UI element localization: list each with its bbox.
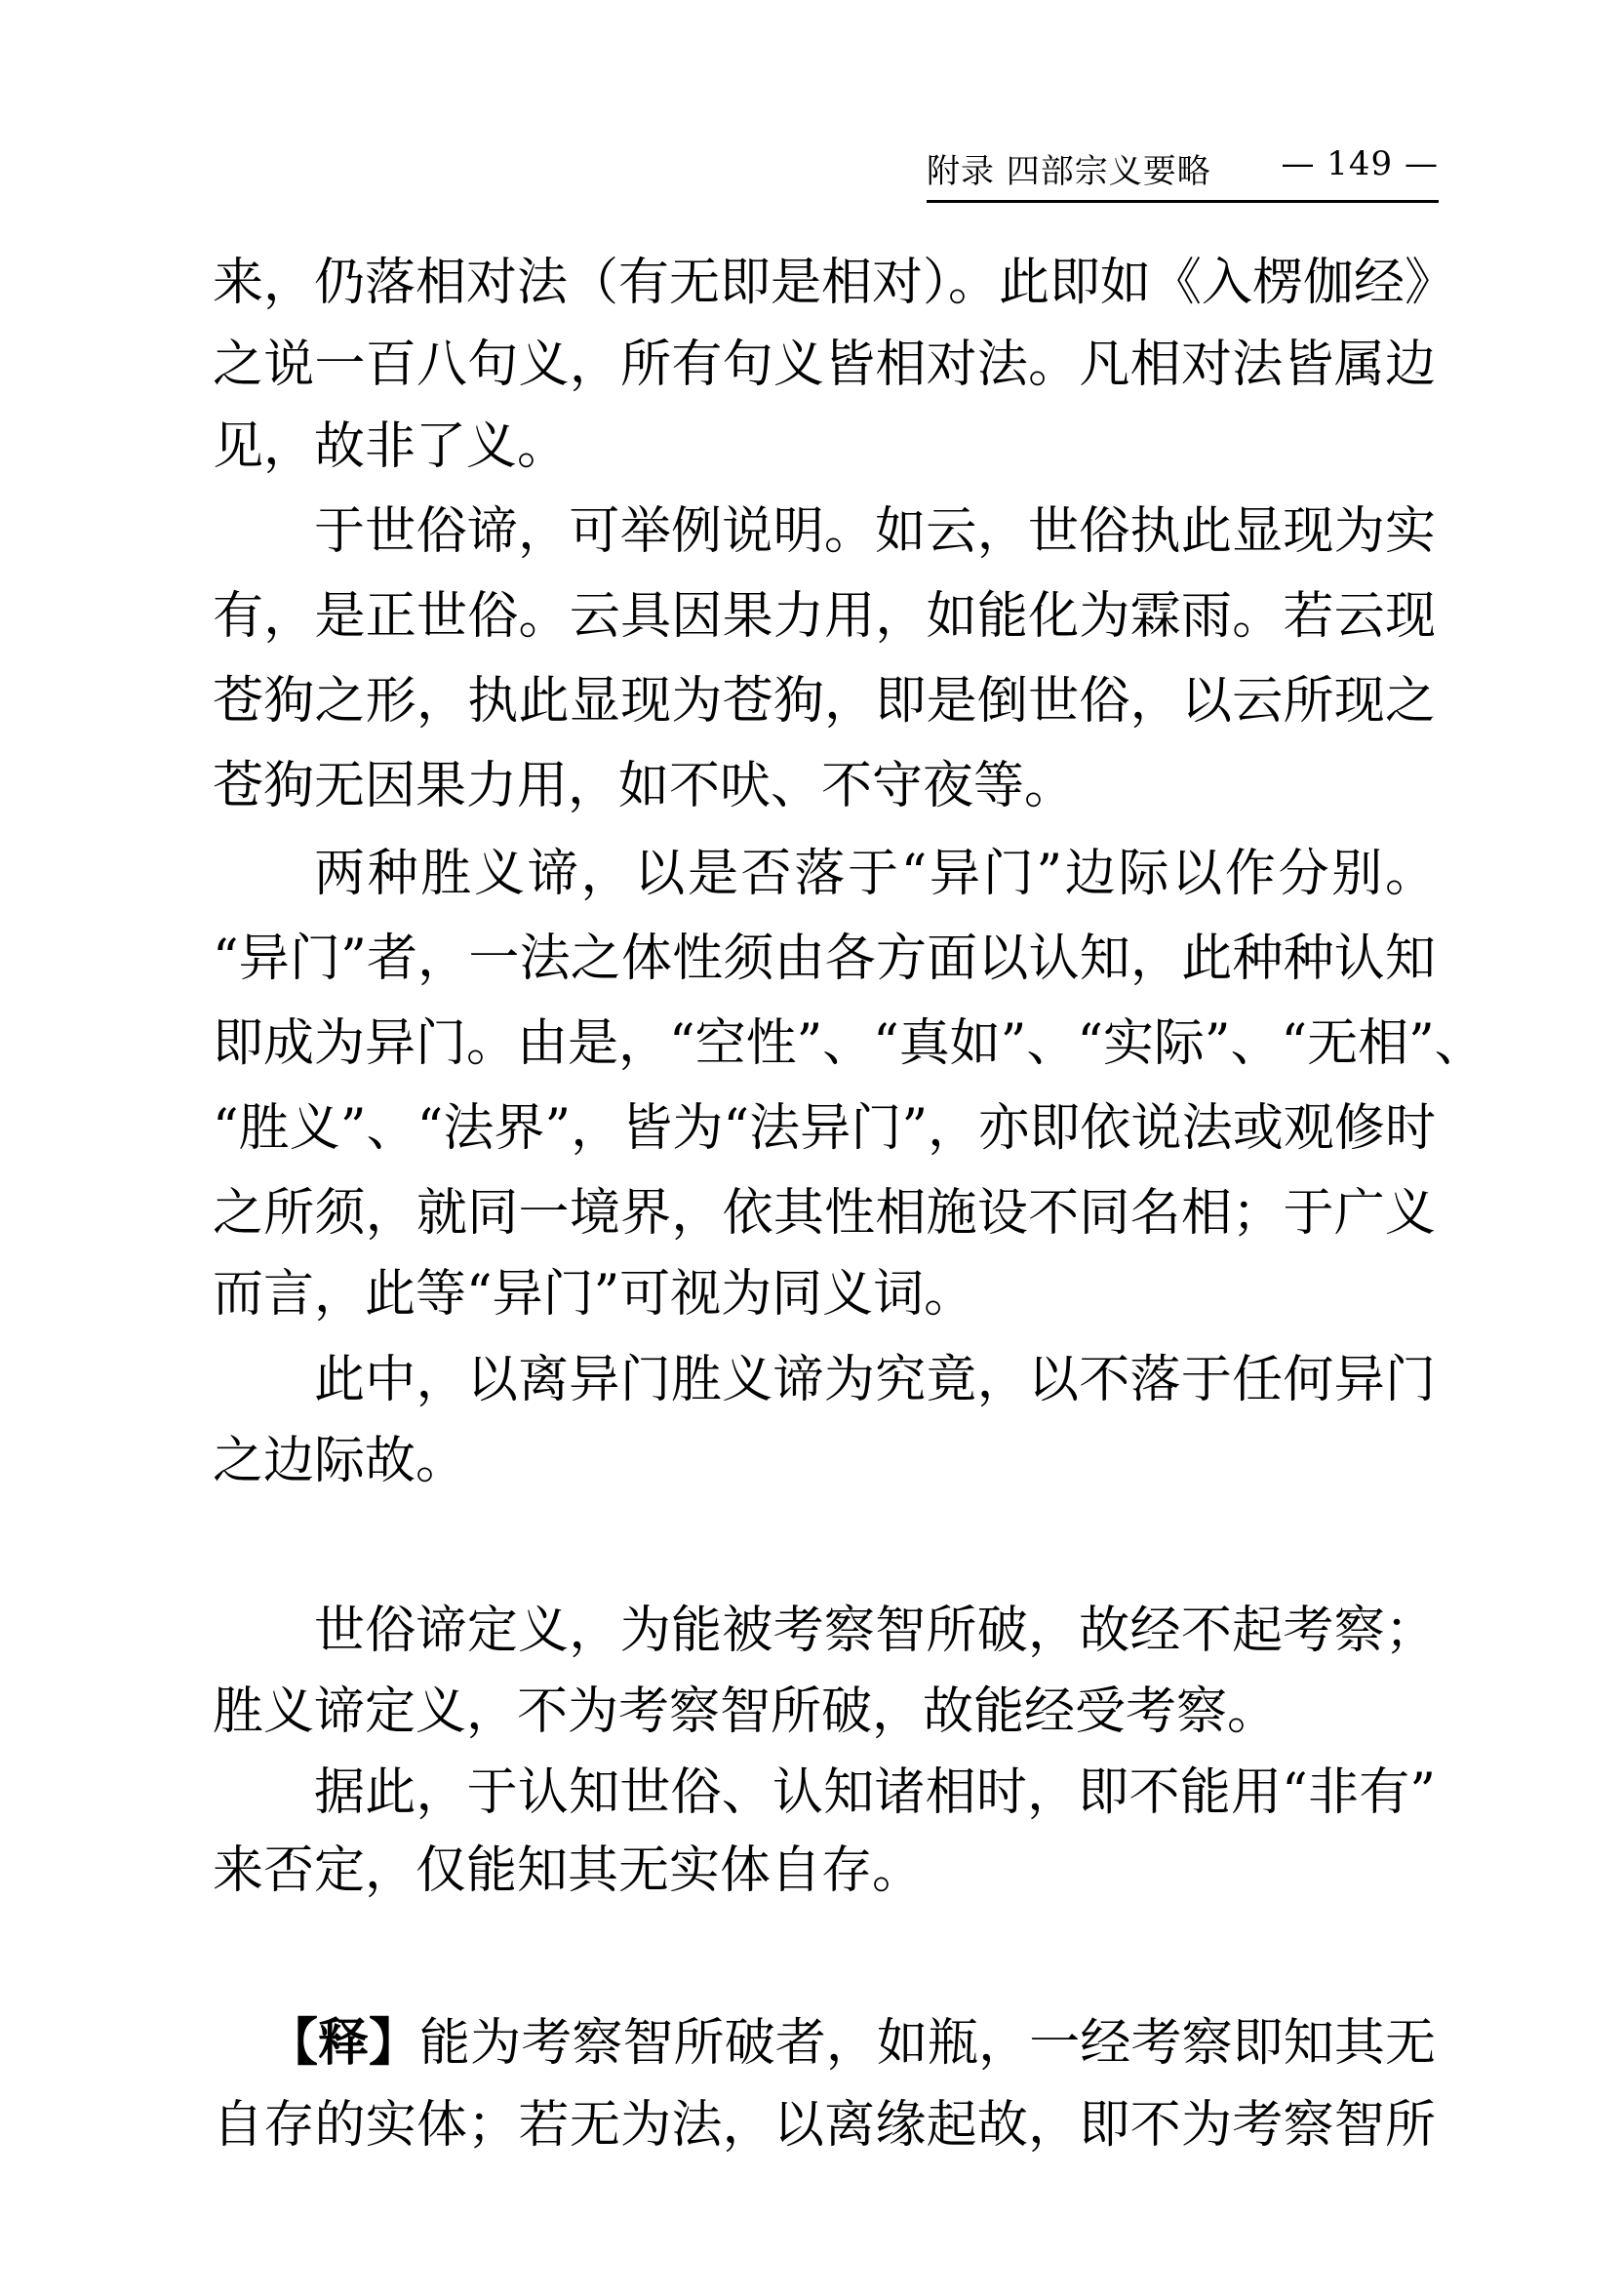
text-line: 有，是正世俗。云具因果力用，如能化为霖雨。若云现 bbox=[213, 587, 1436, 646]
commentary-text: 能为考察智所破者，如瓶，一经考察即知其无 bbox=[419, 2014, 1436, 2073]
text-line: 两种胜义谛，以是否落于“异门”边际以作分别。 bbox=[314, 845, 1436, 903]
commentary-label: 【释】 bbox=[267, 2013, 420, 2073]
text-line: 之说一百八句义，所有句义皆相对法。凡相对法皆属边 bbox=[213, 336, 1436, 394]
running-header bbox=[927, 144, 1439, 203]
text-line: “胜义”、“法界”，皆为“法异门”，亦即依说法或观修时 bbox=[213, 1099, 1436, 1158]
text-line: 此中，以离异门胜义谛为究竟，以不落于任何异门 bbox=[314, 1351, 1436, 1409]
definition-line: 胜义谛定义，不为考察智所破，故能经受考察。 bbox=[213, 1682, 1279, 1741]
page-number: — 149 — bbox=[1281, 144, 1439, 183]
definition-line: 据此，于认知世俗、认知诸相时，即不能用“非有” bbox=[314, 1763, 1436, 1822]
text-line: 于世俗谛，可举例说明。如云，世俗执此显现为实 bbox=[314, 502, 1436, 561]
text-line: 来，仍落相对法（有无即是相对）。此即如《入楞伽经》 bbox=[213, 254, 1456, 312]
text-line: 之所须，就同一境界，依其性相施设不同名相；于广义 bbox=[213, 1184, 1436, 1243]
definition-line: 来否定，仅能知其无实体自存。 bbox=[213, 1841, 924, 1900]
commentary-line: 自存的实体；若无为法，以离缘起故，即不为考察智所 bbox=[213, 2096, 1436, 2155]
text-line: 即成为异门。由是，“空性”、“真如”、“实际”、“无相”、 bbox=[213, 1014, 1485, 1073]
text-line: 苍狗之形，执此显现为苍狗，即是倒世俗，以云所现之 bbox=[213, 672, 1436, 731]
definition-line: 世俗谛定义，为能被考察智所破，故经不起考察； bbox=[314, 1602, 1436, 1660]
commentary-line bbox=[213, 2014, 1436, 2073]
text-line: “异门”者，一法之体性须由各方面以认知，此种种认知 bbox=[213, 930, 1436, 988]
text-line: 见，故非了义。 bbox=[213, 417, 569, 476]
text-line: 苍狗无因果力用，如不吠、不守夜等。 bbox=[213, 757, 1076, 815]
text-line: 而言，此等“异门”可视为同义词。 bbox=[213, 1265, 975, 1324]
text-line: 之边际故。 bbox=[213, 1432, 467, 1490]
header-section-title: 附录 四部宗义要略 bbox=[927, 152, 1211, 191]
